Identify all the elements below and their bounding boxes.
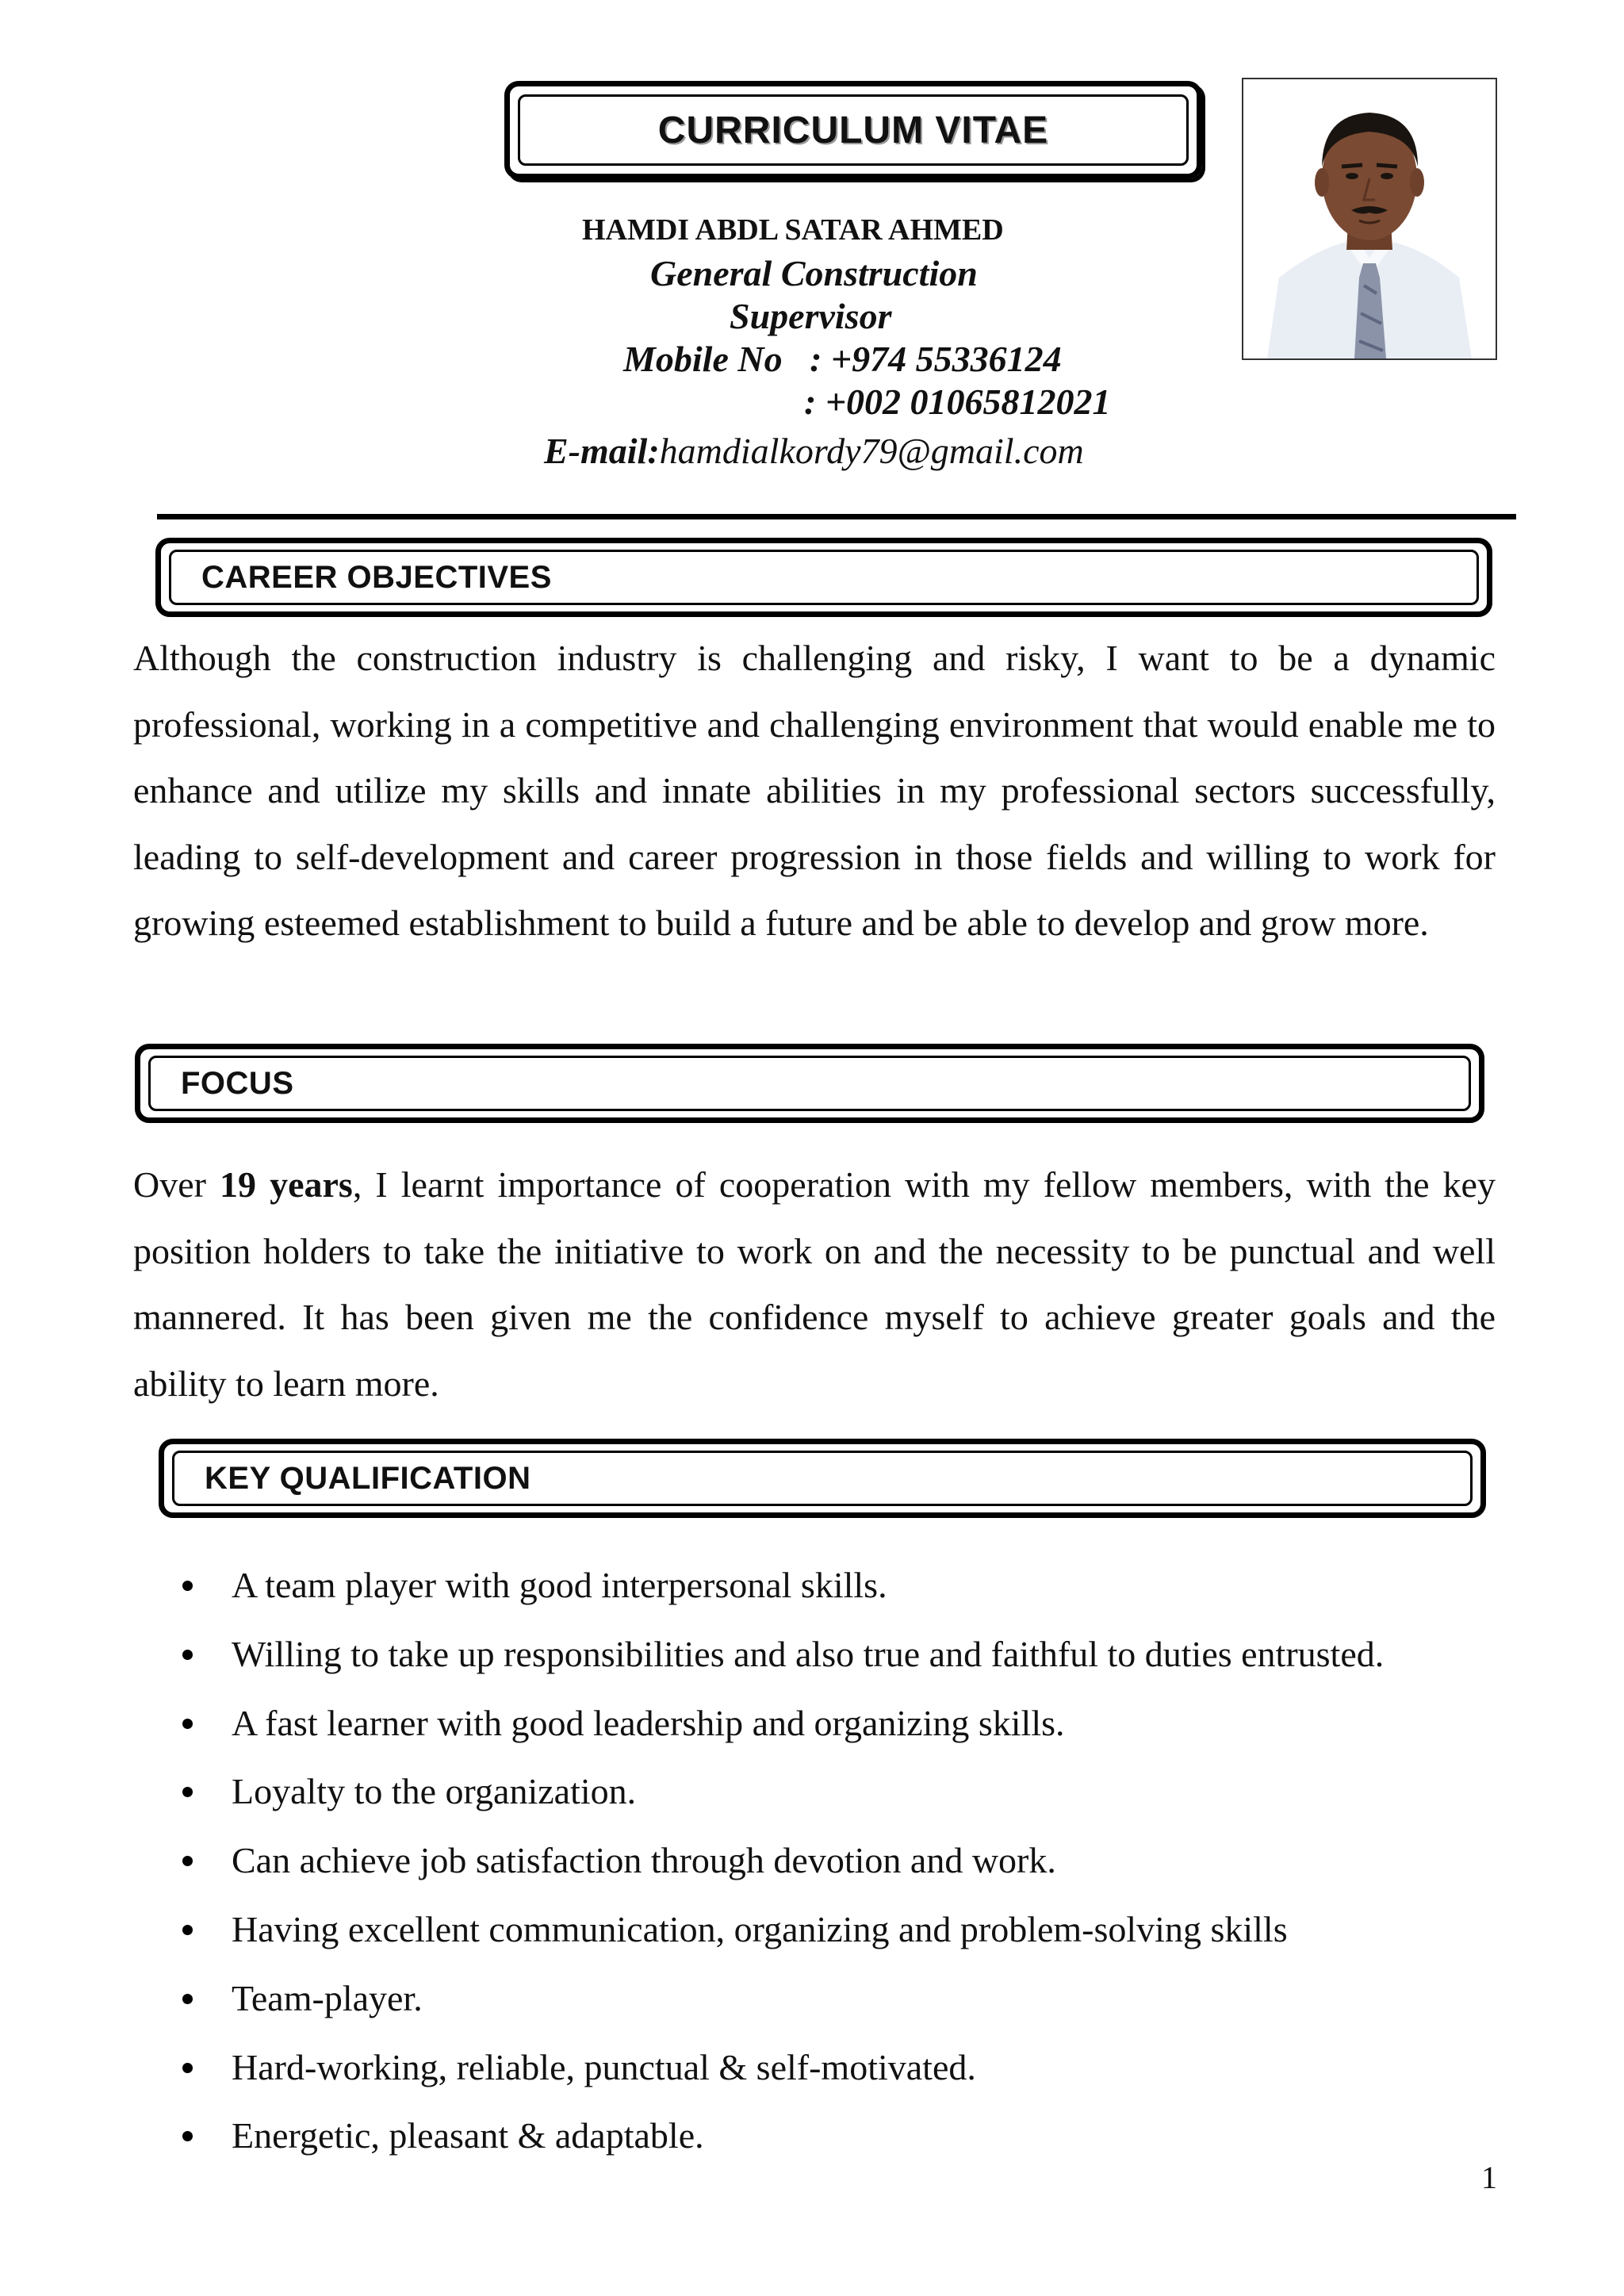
focus-heading-inner [148,1056,1471,1111]
focus-text-rest: , I learnt importance of cooperation with my fellow members, with the key position holders to take the initiative to work on and the necessity to be punctual and well mannered. It has been given me the confidence myself to achieve greater goals and the ability to learn more. [133,1164,1496,1404]
header-divider [157,514,1516,519]
list-item [182,2033,1499,2102]
bullet-icon [182,1925,193,1935]
key-qualification-heading: KEY QUALIFICATION [205,1460,531,1496]
mobile-number-1: : +974 55336124 [810,339,1062,379]
list-item-text: A team player with good interpersonal skills. [232,1565,887,1605]
list-item [182,1826,1499,1895]
bullet-icon [182,1650,193,1660]
bullet-icon [182,1856,193,1866]
job-title-line-2: Supervisor [730,296,892,336]
page-number: 1 [1481,2160,1497,2195]
focus-heading-box [135,1044,1484,1123]
list-item-text: Hard-working, reliable, punctual & self-motivated. [232,2046,976,2087]
key-qualification-heading-inner [172,1451,1473,1506]
list-item-text: Having excellent communication, organizing and problem-solving skills [232,1908,1288,1949]
list-item [182,1895,1499,1964]
list-item [182,1689,1499,1758]
candidate-name: HAMDI ABDL SATAR AHMED [582,213,1004,247]
list-item-text: A fast learner with good leadership and organizing skills. [232,1702,1065,1743]
bullet-icon [182,2131,193,2141]
profile-photo [1242,78,1497,360]
email-address[interactable]: hamdialkordy79@gmail.com [659,431,1084,471]
mobile-label: Mobile No [623,339,783,379]
title-box-inner [518,94,1189,166]
focus-text [133,1152,1496,1416]
bullet-icon [182,2063,193,2073]
document-title: CURRICULUM VITAE [657,109,1049,151]
portrait-image [1243,79,1496,358]
bullet-icon [182,1581,193,1591]
title-box [504,81,1202,179]
mobile-line-1 [623,338,1062,380]
list-item-text: Team-player. [232,1977,423,2018]
mobile-number-2: : +002 01065812021 [804,381,1111,422]
focus-heading: FOCUS [181,1065,294,1101]
career-objectives-heading: CAREER OBJECTIVES [201,559,552,595]
email-line [544,430,1084,472]
job-title-line-1: General Construction [650,253,978,293]
list-item-text: Can achieve job satisfaction through devotion and work. [232,1840,1056,1881]
focus-text-prefix: Over [133,1164,220,1205]
key-qualification-list [182,1551,1499,2171]
list-item [182,1757,1499,1826]
list-item [182,1620,1499,1689]
focus-years: 19 years [220,1164,353,1205]
career-objectives-heading-box [155,538,1492,617]
key-qualification-heading-box [159,1439,1486,1518]
list-item-text: Willing to take up responsibilities and also true and faithful to duties entrusted. [232,1633,1385,1674]
career-objectives-text: Although the construction industry is challenging and risky, I want to be a dynamic professional, working in a competitive and challenging environment that would enable me to enhance and utilize my skills and innate abilities in my professional sectors successfully, leading to self-development and career progression in those fields and willing to work for growing esteemed establishment to build a future and be able to develop and grow more. [133,638,1496,943]
bullet-icon [182,1719,193,1729]
list-item [182,2102,1499,2171]
bullet-icon [182,1994,193,2004]
list-item [182,1964,1499,2033]
list-item [182,1551,1499,1620]
career-objectives-heading-inner [169,550,1479,605]
list-item-text: Loyalty to the organization. [232,1771,637,1812]
list-item-text: Energetic, pleasant & adaptable. [232,2115,704,2156]
bullet-icon [182,1787,193,1797]
email-label: E-mail: [544,431,660,471]
